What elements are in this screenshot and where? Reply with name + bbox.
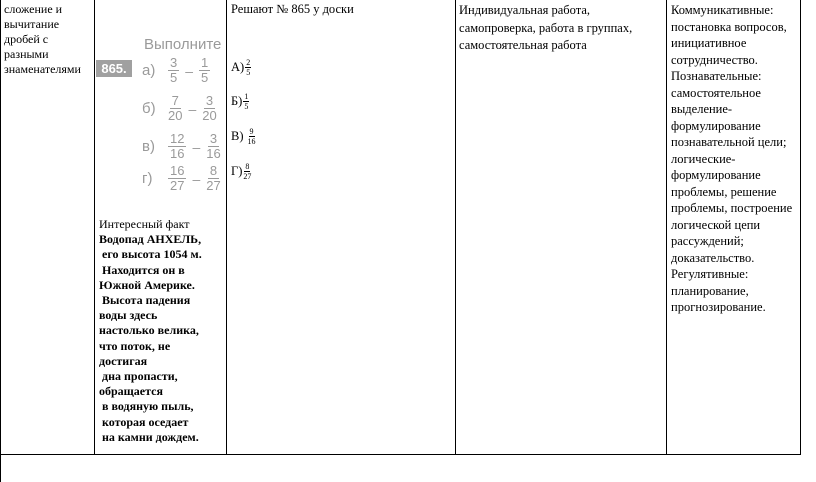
work-forms-cell: Индивидуальная работа, самопроверка, работа в группах, самостоятельная работа [459, 3, 633, 52]
exercise-number-badge: 865. [96, 60, 132, 77]
fact-line: его высота 1054 м. [99, 247, 202, 262]
exercise-item: б) $\frac{7}{20}$ – $\frac{3}{20}$ [142, 93, 217, 123]
exercise-title: Выполните [144, 36, 222, 53]
fact-line: достигая [99, 353, 148, 368]
fact-line: в водяную пыль, [99, 399, 194, 414]
answer-d: Г) $\frac{8}{27}$ [231, 162, 252, 181]
exercise-item: а) $\frac{3}{5}$ – $\frac{1}{5}$ [142, 55, 209, 85]
interesting-fact [99, 217, 224, 445]
topic-cell: сложение и вычитание дробей с разными знаменателями [4, 2, 81, 76]
textbook-exercise-image [96, 32, 226, 197]
exercise-item: г) $\frac{16}{27}$ – $\frac{8}{27}$ [142, 163, 221, 193]
column-divider-1 [94, 0, 95, 455]
row-divider [0, 454, 801, 455]
fact-line: дна пропасти, [99, 369, 178, 384]
fact-line: что поток, не [99, 338, 171, 353]
answer-c: В) $\frac{9}{16}$ [231, 127, 256, 146]
next-row-border-left [0, 455, 1, 482]
table-border-right [800, 0, 801, 455]
fact-line: Южной Америке. [99, 277, 195, 292]
table-border-left [0, 0, 1, 455]
column-divider-4 [666, 0, 667, 455]
column-divider-3 [455, 0, 456, 455]
fact-line: которая оседает [99, 414, 189, 429]
fact-heading: Интересный факт [99, 217, 190, 231]
fact-line: обращается [99, 384, 163, 399]
fact-line: Водопад АНХЕЛЬ, [99, 232, 202, 247]
column-divider-2 [226, 0, 227, 455]
fact-line: воды здесь [99, 308, 158, 323]
board-work-heading: Решают № 865 у доски [231, 2, 354, 16]
fact-line: Высота падения [99, 293, 191, 308]
fact-line: на камни дождем. [99, 429, 199, 444]
fact-line: Находится он в [99, 262, 185, 277]
answer-b: Б) $\frac{1}{5}$ [231, 92, 249, 111]
learning-actions-cell: Коммуникативные: постановка вопросов, инициативное сотрудничество. Познавательные: самостоятельное выделение- формулирование познавательной цели; логические- формулирование проблемы, решение проблемы, построение логической цепи рассуждений; доказательство. Регулятивные: планирование, прогнозирование. [671, 3, 793, 314]
fact-line: настолько велика, [99, 323, 199, 338]
exercise-item: в) $\frac{12}{16}$ – $\frac{3}{16}$ [142, 131, 221, 161]
answer-a: А) $\frac{2}{5}$ [231, 58, 251, 77]
